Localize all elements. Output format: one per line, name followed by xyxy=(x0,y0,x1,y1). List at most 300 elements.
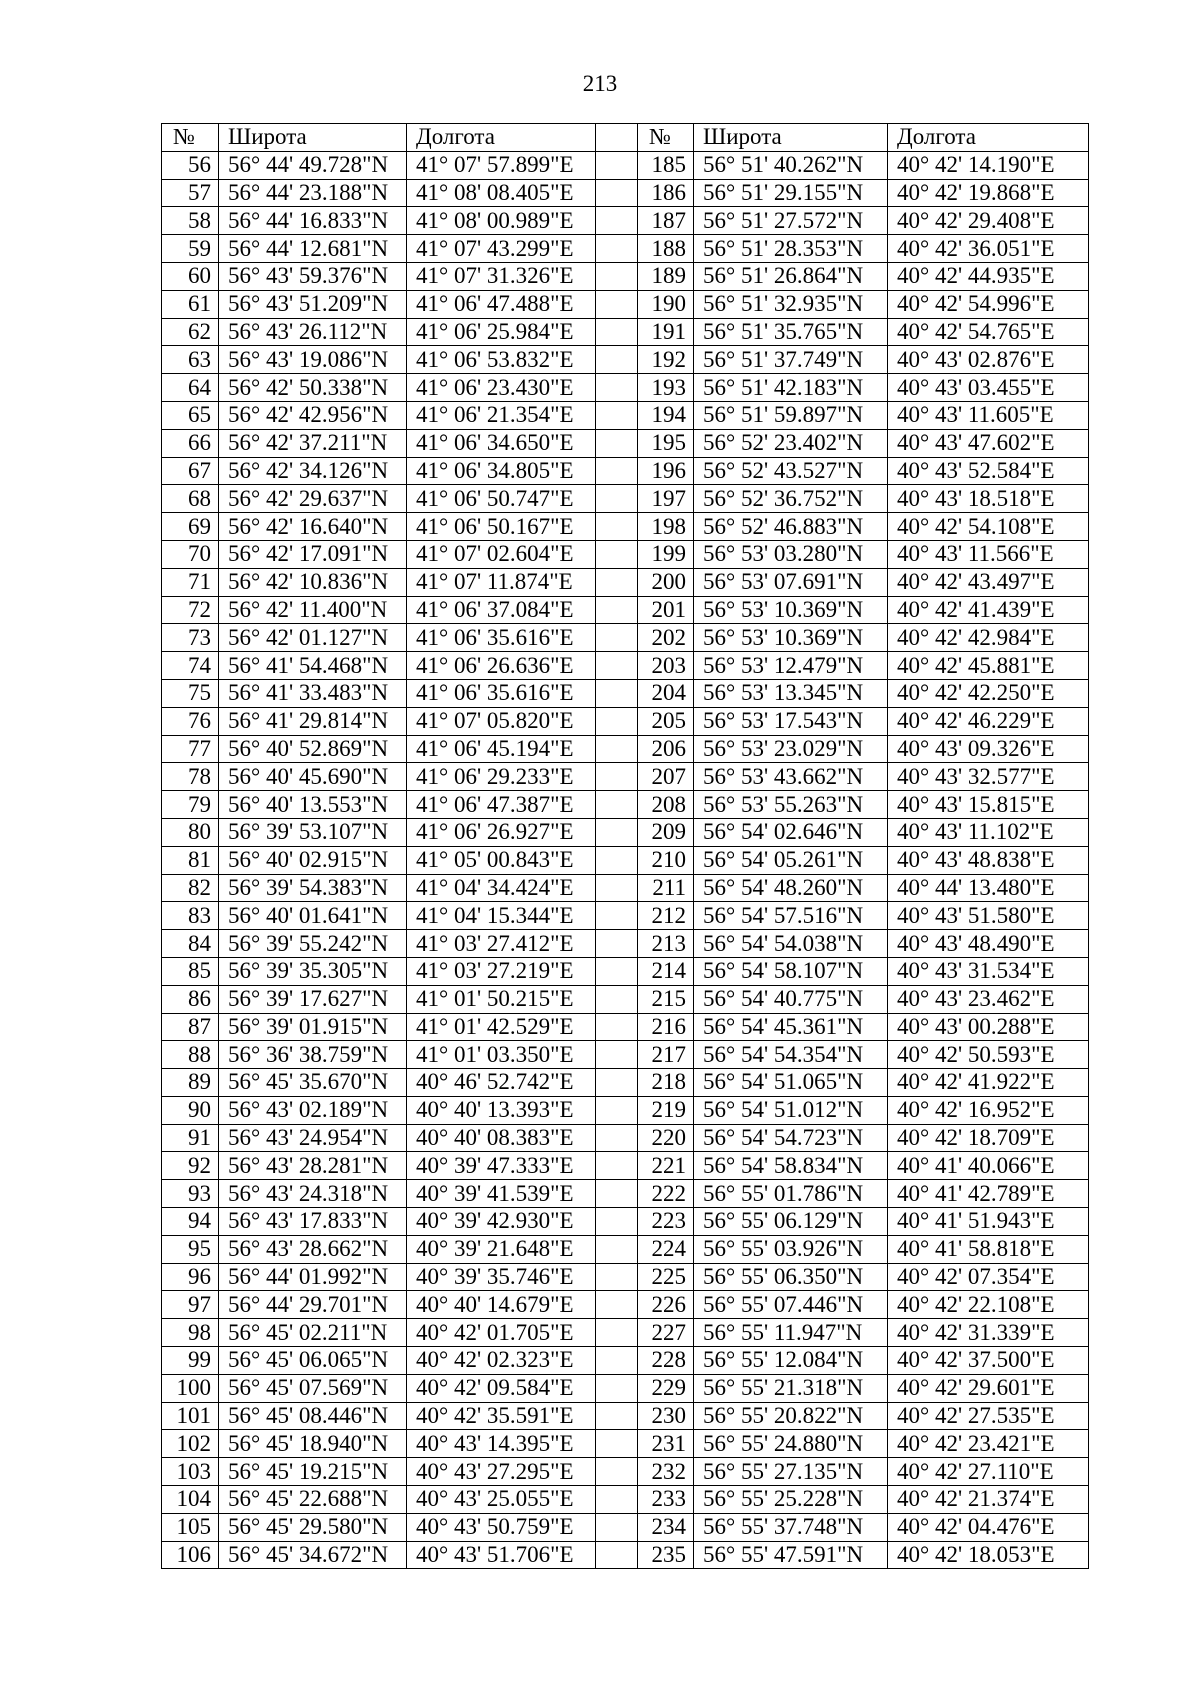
spacer-cell xyxy=(596,429,638,457)
latitude-left: 56° 39' 55.242"N xyxy=(219,930,407,958)
latitude-left: 56° 43' 17.833"N xyxy=(219,1208,407,1236)
longitude-right: 40° 43' 48.838"E xyxy=(888,846,1089,874)
spacer-cell xyxy=(596,1235,638,1263)
point-number-left: 67 xyxy=(162,457,219,485)
spacer-cell xyxy=(596,1374,638,1402)
longitude-right: 40° 43' 09.326"E xyxy=(888,735,1089,763)
latitude-left: 56° 45' 34.672"N xyxy=(219,1541,407,1569)
spacer-cell xyxy=(596,401,638,429)
latitude-right: 56° 54' 48.260"N xyxy=(694,874,888,902)
latitude-right: 56° 54' 45.361"N xyxy=(694,1013,888,1041)
table-row xyxy=(162,791,1089,819)
point-number-right: 212 xyxy=(638,902,694,930)
longitude-right: 40° 43' 51.580"E xyxy=(888,902,1089,930)
point-number-right: 222 xyxy=(638,1180,694,1208)
point-number-right: 197 xyxy=(638,485,694,513)
table-row xyxy=(162,374,1089,402)
longitude-left: 41° 04' 15.344"E xyxy=(407,902,596,930)
point-number-right: 234 xyxy=(638,1513,694,1541)
latitude-left: 56° 45' 07.569"N xyxy=(219,1374,407,1402)
spacer-cell xyxy=(596,1124,638,1152)
latitude-left: 56° 41' 33.483"N xyxy=(219,679,407,707)
latitude-right: 56° 55' 27.135"N xyxy=(694,1458,888,1486)
latitude-left: 56° 43' 28.662"N xyxy=(219,1235,407,1263)
longitude-right: 40° 42' 23.421"E xyxy=(888,1430,1089,1458)
spacer-cell xyxy=(596,735,638,763)
point-number-right: 223 xyxy=(638,1208,694,1236)
table-row xyxy=(162,318,1089,346)
point-number-right: 221 xyxy=(638,1152,694,1180)
spacer-cell xyxy=(596,1208,638,1236)
latitude-right: 56° 55' 12.084"N xyxy=(694,1347,888,1375)
point-number-right: 231 xyxy=(638,1430,694,1458)
latitude-left: 56° 45' 19.215"N xyxy=(219,1458,407,1486)
point-number-right: 235 xyxy=(638,1541,694,1569)
latitude-right: 56° 54' 58.107"N xyxy=(694,957,888,985)
latitude-left: 56° 43' 59.376"N xyxy=(219,262,407,290)
longitude-left: 40° 42' 09.584"E xyxy=(407,1374,596,1402)
longitude-left: 41° 01' 50.215"E xyxy=(407,985,596,1013)
latitude-right: 56° 55' 20.822"N xyxy=(694,1402,888,1430)
spacer-cell xyxy=(596,1486,638,1514)
longitude-left: 40° 40' 13.393"E xyxy=(407,1096,596,1124)
point-number-left: 61 xyxy=(162,290,219,318)
table-row xyxy=(162,485,1089,513)
latitude-right: 56° 54' 54.723"N xyxy=(694,1124,888,1152)
point-number-left: 102 xyxy=(162,1430,219,1458)
latitude-left: 56° 42' 01.127"N xyxy=(219,624,407,652)
point-number-right: 205 xyxy=(638,707,694,735)
table-row xyxy=(162,624,1089,652)
longitude-left: 40° 43' 51.706"E xyxy=(407,1541,596,1569)
longitude-left: 41° 01' 03.350"E xyxy=(407,1041,596,1069)
longitude-left: 40° 39' 21.648"E xyxy=(407,1235,596,1263)
longitude-left: 41° 06' 37.084"E xyxy=(407,596,596,624)
header-number-right: № xyxy=(638,124,694,152)
longitude-right: 40° 43' 52.584"E xyxy=(888,457,1089,485)
table-row xyxy=(162,930,1089,958)
latitude-left: 56° 39' 53.107"N xyxy=(219,818,407,846)
point-number-right: 188 xyxy=(638,235,694,263)
spacer-cell xyxy=(596,930,638,958)
longitude-right: 40° 43' 15.815"E xyxy=(888,791,1089,819)
point-number-left: 80 xyxy=(162,818,219,846)
point-number-left: 97 xyxy=(162,1291,219,1319)
longitude-left: 41° 06' 53.832"E xyxy=(407,346,596,374)
point-number-left: 65 xyxy=(162,401,219,429)
point-number-left: 59 xyxy=(162,235,219,263)
longitude-left: 41° 06' 47.488"E xyxy=(407,290,596,318)
longitude-left: 41° 06' 26.927"E xyxy=(407,818,596,846)
latitude-left: 56° 43' 51.209"N xyxy=(219,290,407,318)
longitude-left: 41° 06' 23.430"E xyxy=(407,374,596,402)
point-number-right: 203 xyxy=(638,652,694,680)
header-number-left: № xyxy=(162,124,219,152)
longitude-right: 40° 43' 00.288"E xyxy=(888,1013,1089,1041)
longitude-right: 40° 42' 21.374"E xyxy=(888,1486,1089,1514)
latitude-right: 56° 52' 36.752"N xyxy=(694,485,888,513)
point-number-left: 76 xyxy=(162,707,219,735)
table-row xyxy=(162,957,1089,985)
point-number-left: 81 xyxy=(162,846,219,874)
spacer-cell xyxy=(596,513,638,541)
latitude-right: 56° 52' 46.883"N xyxy=(694,513,888,541)
longitude-right: 40° 42' 27.110"E xyxy=(888,1458,1089,1486)
spacer-cell xyxy=(596,1430,638,1458)
point-number-left: 103 xyxy=(162,1458,219,1486)
latitude-left: 56° 40' 02.915"N xyxy=(219,846,407,874)
point-number-right: 202 xyxy=(638,624,694,652)
longitude-left: 41° 06' 26.636"E xyxy=(407,652,596,680)
longitude-left: 40° 39' 42.930"E xyxy=(407,1208,596,1236)
latitude-left: 56° 43' 24.954"N xyxy=(219,1124,407,1152)
longitude-right: 40° 42' 29.408"E xyxy=(888,207,1089,235)
point-number-left: 64 xyxy=(162,374,219,402)
spacer-cell xyxy=(596,318,638,346)
longitude-left: 41° 01' 42.529"E xyxy=(407,1013,596,1041)
latitude-left: 56° 45' 18.940"N xyxy=(219,1430,407,1458)
longitude-right: 40° 42' 19.868"E xyxy=(888,179,1089,207)
latitude-right: 56° 55' 21.318"N xyxy=(694,1374,888,1402)
latitude-right: 56° 51' 35.765"N xyxy=(694,318,888,346)
spacer-cell xyxy=(596,624,638,652)
point-number-left: 92 xyxy=(162,1152,219,1180)
longitude-left: 41° 05' 00.843"E xyxy=(407,846,596,874)
table-row xyxy=(162,1291,1089,1319)
longitude-right: 40° 42' 29.601"E xyxy=(888,1374,1089,1402)
latitude-right: 56° 51' 26.864"N xyxy=(694,262,888,290)
point-number-right: 214 xyxy=(638,957,694,985)
latitude-left: 56° 40' 13.553"N xyxy=(219,791,407,819)
point-number-left: 98 xyxy=(162,1319,219,1347)
point-number-right: 232 xyxy=(638,1458,694,1486)
table-row xyxy=(162,1124,1089,1152)
longitude-right: 40° 43' 11.566"E xyxy=(888,540,1089,568)
table-row xyxy=(162,707,1089,735)
longitude-left: 41° 08' 00.989"E xyxy=(407,207,596,235)
spacer-cell xyxy=(596,1541,638,1569)
latitude-left: 56° 42' 17.091"N xyxy=(219,540,407,568)
table-row xyxy=(162,540,1089,568)
latitude-right: 56° 51' 42.183"N xyxy=(694,374,888,402)
longitude-right: 40° 42' 42.250"E xyxy=(888,679,1089,707)
table-row xyxy=(162,846,1089,874)
table-row xyxy=(162,1458,1089,1486)
table-row xyxy=(162,179,1089,207)
point-number-left: 86 xyxy=(162,985,219,1013)
point-number-right: 204 xyxy=(638,679,694,707)
spacer-cell xyxy=(596,791,638,819)
latitude-left: 56° 42' 37.211"N xyxy=(219,429,407,457)
latitude-right: 56° 55' 06.129"N xyxy=(694,1208,888,1236)
longitude-right: 40° 42' 44.935"E xyxy=(888,262,1089,290)
spacer-cell xyxy=(596,652,638,680)
point-number-right: 194 xyxy=(638,401,694,429)
point-number-right: 195 xyxy=(638,429,694,457)
latitude-left: 56° 45' 35.670"N xyxy=(219,1069,407,1097)
latitude-left: 56° 44' 01.992"N xyxy=(219,1263,407,1291)
longitude-left: 41° 06' 34.805"E xyxy=(407,457,596,485)
spacer-cell xyxy=(596,1013,638,1041)
spacer-cell xyxy=(596,1319,638,1347)
spacer-cell xyxy=(596,1069,638,1097)
latitude-left: 56° 41' 54.468"N xyxy=(219,652,407,680)
longitude-right: 40° 42' 54.108"E xyxy=(888,513,1089,541)
spacer-cell xyxy=(596,902,638,930)
latitude-left: 56° 43' 19.086"N xyxy=(219,346,407,374)
longitude-left: 40° 40' 08.383"E xyxy=(407,1124,596,1152)
table-row xyxy=(162,1235,1089,1263)
spacer-cell xyxy=(596,1513,638,1541)
spacer-cell xyxy=(596,763,638,791)
page-number: 213 xyxy=(582,71,618,96)
table-row xyxy=(162,235,1089,263)
table-row xyxy=(162,818,1089,846)
latitude-right: 56° 54' 54.038"N xyxy=(694,930,888,958)
latitude-left: 56° 40' 01.641"N xyxy=(219,902,407,930)
point-number-right: 206 xyxy=(638,735,694,763)
spacer-cell xyxy=(596,985,638,1013)
longitude-left: 41° 06' 29.233"E xyxy=(407,763,596,791)
longitude-left: 41° 07' 31.326"E xyxy=(407,262,596,290)
longitude-right: 40° 42' 43.497"E xyxy=(888,568,1089,596)
longitude-right: 40° 42' 36.051"E xyxy=(888,235,1089,263)
latitude-right: 56° 55' 11.947"N xyxy=(694,1319,888,1347)
longitude-left: 41° 07' 57.899"E xyxy=(407,151,596,179)
longitude-right: 40° 43' 11.102"E xyxy=(888,818,1089,846)
latitude-left: 56° 40' 45.690"N xyxy=(219,763,407,791)
table-row xyxy=(162,346,1089,374)
point-number-right: 208 xyxy=(638,791,694,819)
point-number-right: 192 xyxy=(638,346,694,374)
point-number-left: 95 xyxy=(162,1235,219,1263)
latitude-left: 56° 44' 29.701"N xyxy=(219,1291,407,1319)
table-row xyxy=(162,1430,1089,1458)
longitude-left: 41° 03' 27.412"E xyxy=(407,930,596,958)
point-number-right: 207 xyxy=(638,763,694,791)
longitude-right: 40° 42' 22.108"E xyxy=(888,1291,1089,1319)
longitude-left: 41° 04' 34.424"E xyxy=(407,874,596,902)
point-number-right: 230 xyxy=(638,1402,694,1430)
longitude-left: 41° 06' 34.650"E xyxy=(407,429,596,457)
point-number-right: 226 xyxy=(638,1291,694,1319)
latitude-left: 56° 39' 35.305"N xyxy=(219,957,407,985)
point-number-right: 215 xyxy=(638,985,694,1013)
table-row xyxy=(162,1096,1089,1124)
longitude-right: 40° 42' 18.709"E xyxy=(888,1124,1089,1152)
point-number-right: 189 xyxy=(638,262,694,290)
latitude-left: 56° 42' 11.400"N xyxy=(219,596,407,624)
longitude-left: 41° 07' 11.874"E xyxy=(407,568,596,596)
latitude-right: 56° 54' 02.646"N xyxy=(694,818,888,846)
table-row xyxy=(162,1402,1089,1430)
longitude-left: 40° 40' 14.679"E xyxy=(407,1291,596,1319)
table-row xyxy=(162,1541,1089,1569)
latitude-left: 56° 45' 22.688"N xyxy=(219,1486,407,1514)
latitude-right: 56° 53' 55.263"N xyxy=(694,791,888,819)
longitude-right: 40° 42' 16.952"E xyxy=(888,1096,1089,1124)
point-number-left: 73 xyxy=(162,624,219,652)
latitude-left: 56° 44' 23.188"N xyxy=(219,179,407,207)
table-row xyxy=(162,735,1089,763)
latitude-right: 56° 55' 47.591"N xyxy=(694,1541,888,1569)
latitude-right: 56° 52' 43.527"N xyxy=(694,457,888,485)
point-number-right: 225 xyxy=(638,1263,694,1291)
longitude-left: 40° 39' 41.539"E xyxy=(407,1180,596,1208)
point-number-right: 198 xyxy=(638,513,694,541)
longitude-left: 40° 43' 25.055"E xyxy=(407,1486,596,1514)
table-row xyxy=(162,1319,1089,1347)
point-number-left: 56 xyxy=(162,151,219,179)
latitude-left: 56° 40' 52.869"N xyxy=(219,735,407,763)
point-number-right: 217 xyxy=(638,1041,694,1069)
spacer-cell xyxy=(596,346,638,374)
point-number-left: 94 xyxy=(162,1208,219,1236)
spacer-cell xyxy=(596,818,638,846)
latitude-left: 56° 39' 01.915"N xyxy=(219,1013,407,1041)
latitude-left: 56° 39' 54.383"N xyxy=(219,874,407,902)
point-number-right: 196 xyxy=(638,457,694,485)
latitude-right: 56° 55' 24.880"N xyxy=(694,1430,888,1458)
table-row xyxy=(162,874,1089,902)
point-number-right: 190 xyxy=(638,290,694,318)
point-number-left: 78 xyxy=(162,763,219,791)
spacer-cell xyxy=(596,707,638,735)
table-row xyxy=(162,1513,1089,1541)
point-number-left: 62 xyxy=(162,318,219,346)
longitude-right: 40° 43' 47.602"E xyxy=(888,429,1089,457)
table-row xyxy=(162,679,1089,707)
longitude-left: 40° 46' 52.742"E xyxy=(407,1069,596,1097)
point-number-right: 209 xyxy=(638,818,694,846)
header-latitude-left: Широта xyxy=(219,124,407,152)
spacer-cell xyxy=(596,1096,638,1124)
latitude-left: 56° 45' 08.446"N xyxy=(219,1402,407,1430)
table-header-row xyxy=(162,124,1089,152)
point-number-right: 216 xyxy=(638,1013,694,1041)
table-row xyxy=(162,1486,1089,1514)
latitude-left: 56° 45' 06.065"N xyxy=(219,1347,407,1375)
table-row xyxy=(162,596,1089,624)
longitude-right: 40° 42' 50.593"E xyxy=(888,1041,1089,1069)
point-number-left: 70 xyxy=(162,540,219,568)
latitude-right: 56° 53' 23.029"N xyxy=(694,735,888,763)
longitude-right: 40° 42' 27.535"E xyxy=(888,1402,1089,1430)
longitude-right: 40° 43' 23.462"E xyxy=(888,985,1089,1013)
longitude-right: 40° 42' 04.476"E xyxy=(888,1513,1089,1541)
latitude-right: 56° 53' 12.479"N xyxy=(694,652,888,680)
point-number-left: 84 xyxy=(162,930,219,958)
spacer-cell xyxy=(596,957,638,985)
longitude-right: 40° 42' 31.339"E xyxy=(888,1319,1089,1347)
longitude-right: 40° 43' 32.577"E xyxy=(888,763,1089,791)
spacer-cell xyxy=(596,262,638,290)
spacer-cell xyxy=(596,1291,638,1319)
latitude-left: 56° 44' 12.681"N xyxy=(219,235,407,263)
spacer-cell xyxy=(596,1402,638,1430)
table-row xyxy=(162,902,1089,930)
point-number-right: 210 xyxy=(638,846,694,874)
point-number-left: 96 xyxy=(162,1263,219,1291)
longitude-right: 40° 42' 42.984"E xyxy=(888,624,1089,652)
latitude-right: 56° 54' 51.065"N xyxy=(694,1069,888,1097)
point-number-left: 74 xyxy=(162,652,219,680)
coordinates-table xyxy=(161,123,1089,1569)
table-row xyxy=(162,262,1089,290)
latitude-right: 56° 51' 29.155"N xyxy=(694,179,888,207)
point-number-left: 66 xyxy=(162,429,219,457)
latitude-right: 56° 51' 27.572"N xyxy=(694,207,888,235)
table-row xyxy=(162,207,1089,235)
latitude-left: 56° 42' 34.126"N xyxy=(219,457,407,485)
longitude-left: 41° 03' 27.219"E xyxy=(407,957,596,985)
latitude-right: 56° 54' 54.354"N xyxy=(694,1041,888,1069)
latitude-right: 56° 55' 25.228"N xyxy=(694,1486,888,1514)
latitude-right: 56° 55' 06.350"N xyxy=(694,1263,888,1291)
point-number-left: 83 xyxy=(162,902,219,930)
point-number-left: 69 xyxy=(162,513,219,541)
latitude-right: 56° 54' 51.012"N xyxy=(694,1096,888,1124)
point-number-right: 213 xyxy=(638,930,694,958)
point-number-left: 58 xyxy=(162,207,219,235)
point-number-left: 93 xyxy=(162,1180,219,1208)
longitude-left: 40° 39' 35.746"E xyxy=(407,1263,596,1291)
table-row xyxy=(162,513,1089,541)
table-row xyxy=(162,1263,1089,1291)
table-row xyxy=(162,457,1089,485)
table-row xyxy=(162,1013,1089,1041)
longitude-left: 41° 08' 08.405"E xyxy=(407,179,596,207)
latitude-left: 56° 42' 10.836"N xyxy=(219,568,407,596)
table-row xyxy=(162,1374,1089,1402)
spacer-cell xyxy=(596,846,638,874)
longitude-right: 40° 43' 03.455"E xyxy=(888,374,1089,402)
longitude-left: 41° 07' 05.820"E xyxy=(407,707,596,735)
longitude-right: 40° 42' 18.053"E xyxy=(888,1541,1089,1569)
latitude-right: 56° 51' 40.262"N xyxy=(694,151,888,179)
latitude-right: 56° 53' 07.691"N xyxy=(694,568,888,596)
point-number-right: 229 xyxy=(638,1374,694,1402)
longitude-right: 40° 43' 48.490"E xyxy=(888,930,1089,958)
longitude-right: 40° 43' 18.518"E xyxy=(888,485,1089,513)
table-body xyxy=(162,151,1089,1569)
longitude-right: 40° 41' 58.818"E xyxy=(888,1235,1089,1263)
longitude-right: 40° 43' 11.605"E xyxy=(888,401,1089,429)
point-number-left: 63 xyxy=(162,346,219,374)
spacer-cell xyxy=(596,207,638,235)
table-row xyxy=(162,1152,1089,1180)
spacer-cell xyxy=(596,540,638,568)
latitude-left: 56° 36' 38.759"N xyxy=(219,1041,407,1069)
longitude-right: 40° 44' 13.480"E xyxy=(888,874,1089,902)
point-number-right: 220 xyxy=(638,1124,694,1152)
spacer-cell xyxy=(596,1180,638,1208)
latitude-right: 56° 54' 40.775"N xyxy=(694,985,888,1013)
point-number-left: 77 xyxy=(162,735,219,763)
point-number-left: 90 xyxy=(162,1096,219,1124)
latitude-right: 56° 54' 58.834"N xyxy=(694,1152,888,1180)
longitude-right: 40° 42' 37.500"E xyxy=(888,1347,1089,1375)
longitude-right: 40° 43' 31.534"E xyxy=(888,957,1089,985)
longitude-left: 41° 07' 43.299"E xyxy=(407,235,596,263)
latitude-left: 56° 44' 16.833"N xyxy=(219,207,407,235)
point-number-left: 75 xyxy=(162,679,219,707)
latitude-right: 56° 51' 32.935"N xyxy=(694,290,888,318)
latitude-left: 56° 42' 16.640"N xyxy=(219,513,407,541)
longitude-right: 40° 42' 45.881"E xyxy=(888,652,1089,680)
latitude-right: 56° 53' 43.662"N xyxy=(694,763,888,791)
longitude-right: 40° 41' 51.943"E xyxy=(888,1208,1089,1236)
